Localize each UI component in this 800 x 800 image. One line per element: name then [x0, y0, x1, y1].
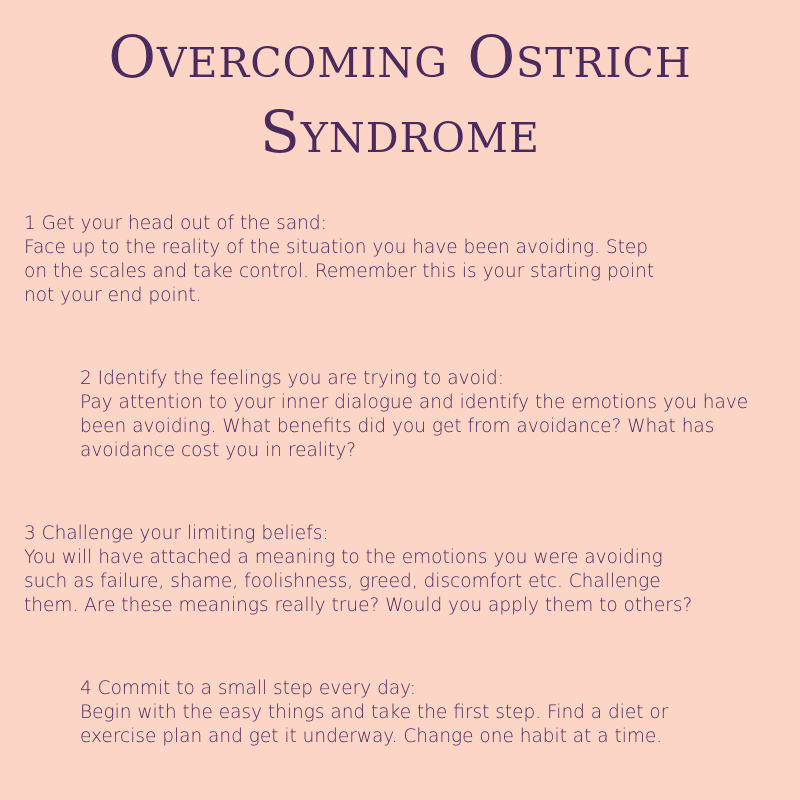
- step-4-line-2: exercise plan and get it underway. Change one habit at a time.: [80, 726, 663, 747]
- step-2-line-2: been avoiding. What benefits did you get from avoidance? What has: [80, 416, 715, 437]
- step-3-line-2: such as failure, shame, foolishness, greed, discomfort etc. Challenge: [24, 571, 661, 592]
- step-1-line-1: Face up to the reality of the situation you have been avoiding. Step: [24, 237, 648, 258]
- step-3-line-1: You will have attached a meaning to the emotions you were avoiding: [24, 547, 663, 568]
- title-line-2: Syndrome: [260, 98, 540, 166]
- step-2-line-1: Pay attention to your inner dialogue and identify the emotions you have: [80, 392, 749, 413]
- step-1: [24, 212, 654, 308]
- title-line-1: Overcoming Ostrich: [108, 23, 692, 91]
- step-4-line-1: Begin with the easy things and take the first step. Find a diet or: [80, 702, 669, 723]
- step-2-line-3: avoidance cost you in reality?: [80, 440, 357, 461]
- step-4: [80, 677, 668, 749]
- step-1-heading: 1 Get your head out of the sand:: [24, 213, 327, 234]
- step-3-line-3: them. Are these meanings really true? Would you apply them to others?: [24, 595, 693, 616]
- step-4-heading: 4 Commit to a small step every day:: [80, 678, 416, 699]
- step-1-line-3: not your end point.: [24, 285, 202, 306]
- step-1-line-2: on the scales and take control. Remember this is your starting point: [24, 261, 655, 282]
- step-3: [24, 522, 692, 618]
- step-2: [80, 367, 748, 463]
- step-3-heading: 3 Challenge your limiting beliefs:: [24, 523, 329, 544]
- step-2-heading: 2 Identify the feelings you are trying to avoid:: [80, 368, 505, 389]
